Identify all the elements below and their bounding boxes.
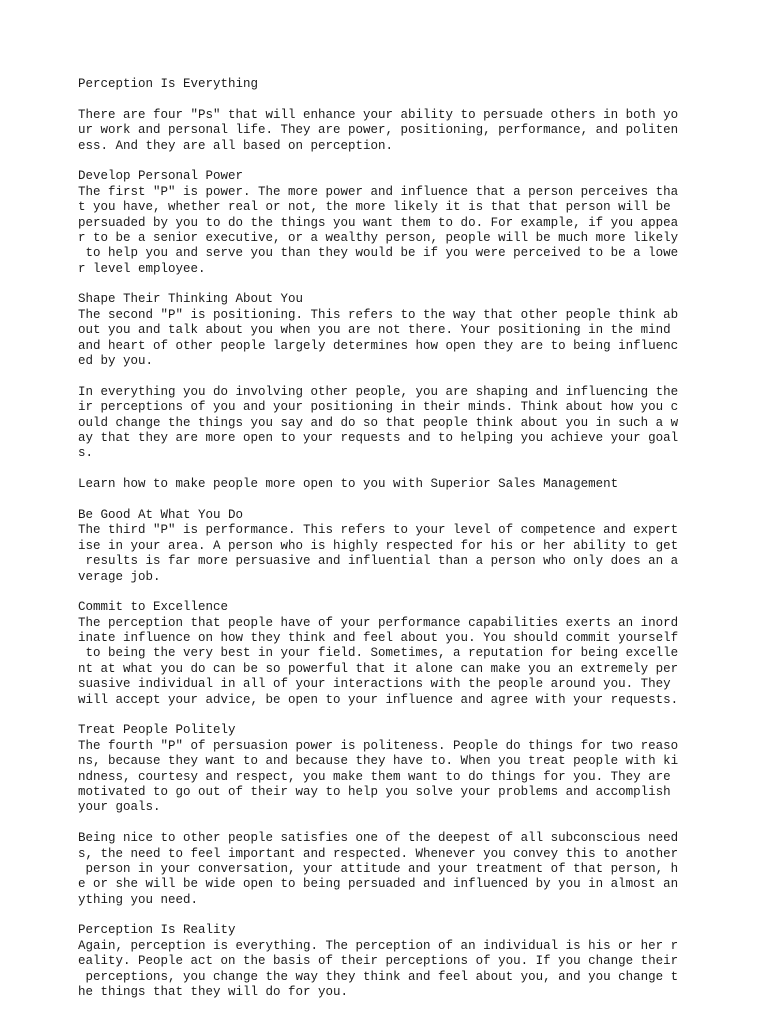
text-line: ndness, courtesy and respect, you make them want to do things for you. They are bbox=[78, 769, 671, 784]
section-be-good-at-what-you-do bbox=[78, 508, 698, 585]
text-line: results is far more persuasive and influential than a person who only does an a bbox=[78, 554, 679, 569]
text-line: out you and talk about you when you are not there. Your positioning in the mind bbox=[78, 323, 671, 338]
text-line: motivated to go out of their way to help you solve your problems and accomplish bbox=[78, 784, 671, 799]
text-line: to help you and serve you than they would be if you were perceived to be a lowe bbox=[78, 246, 679, 261]
text-line: to being the very best in your field. Sometimes, a reputation for being excelle bbox=[78, 646, 679, 661]
spacer bbox=[78, 277, 698, 292]
text-line: ything you need. bbox=[78, 892, 199, 907]
text-line: Learn how to make people more open to you with Superior Sales Management bbox=[78, 477, 619, 492]
section-heading: Treat People Politely bbox=[78, 723, 236, 738]
text-line: The fourth "P" of persuasion power is politeness. People do things for two reaso bbox=[78, 738, 679, 753]
spacer bbox=[78, 493, 698, 508]
section-develop-personal-power bbox=[78, 169, 698, 277]
spacer bbox=[78, 708, 698, 723]
section-heading: Perception Is Reality bbox=[78, 923, 236, 938]
text-line: ise in your area. A person who is highly respected for his or her ability to get bbox=[78, 538, 679, 553]
section-treat-people-politely bbox=[78, 723, 698, 908]
paragraph bbox=[78, 939, 698, 1001]
paragraph bbox=[78, 308, 698, 370]
paragraph bbox=[78, 523, 698, 585]
text-line: verage job. bbox=[78, 569, 161, 584]
spacer bbox=[78, 585, 698, 600]
spacer bbox=[78, 154, 698, 169]
text-line: r level employee. bbox=[78, 261, 206, 276]
document-title: Perception Is Everything bbox=[78, 77, 259, 91]
text-line: ed by you. bbox=[78, 354, 154, 369]
section-shape-their-thinking bbox=[78, 292, 698, 492]
text-line: s. bbox=[78, 446, 94, 461]
text-line: perceptions, you change the way they think and feel about you, and you change t bbox=[78, 969, 679, 984]
text-line: ir perceptions of you and your positioning in their minds. Think about how you c bbox=[78, 400, 679, 415]
text-line: your goals. bbox=[78, 800, 161, 815]
paragraph bbox=[78, 616, 698, 708]
section-heading: Commit to Excellence bbox=[78, 600, 229, 615]
text-line: The second "P" is positioning. This refers to the way that other people think ab bbox=[78, 307, 679, 322]
spacer bbox=[78, 92, 698, 107]
text-line: nt at what you do can be so powerful that it alone can make you an extremely per bbox=[78, 661, 679, 676]
text-line: suasive individual in all of your interactions with the people around you. They bbox=[78, 677, 671, 692]
spacer bbox=[78, 369, 698, 384]
paragraph bbox=[78, 739, 698, 816]
text-line: ur work and personal life. They are power, positioning, performance, and politen bbox=[78, 123, 679, 138]
paragraph bbox=[78, 385, 698, 462]
text-line: Being nice to other people satisfies one of the deepest of all subconscious need bbox=[78, 831, 679, 846]
text-line: ess. And they are all based on perception. bbox=[78, 138, 394, 153]
text-line: ould change the things you say and do so that people think about you in such a w bbox=[78, 415, 679, 430]
text-line: he things that they will do for you. bbox=[78, 985, 349, 1000]
text-line: In everything you do involving other people, you are shaping and influencing the bbox=[78, 384, 679, 399]
paragraph bbox=[78, 185, 698, 277]
text-line: The perception that people have of your performance capabilities exerts an inord bbox=[78, 615, 679, 630]
text-line: will accept your advice, be open to your influence and agree with your requests. bbox=[78, 692, 679, 707]
text-line: person in your conversation, your attitude and your treatment of that person, h bbox=[78, 861, 679, 876]
text-line: s, the need to feel important and respected. Whenever you convey this to another bbox=[78, 846, 679, 861]
text-line: persuaded by you to do the things you want them to do. For example, if you appea bbox=[78, 215, 679, 230]
text-line: The third "P" is performance. This refers to your level of competence and expert bbox=[78, 523, 679, 538]
text-line: ay that they are more open to your requests and to helping you achieve your goal bbox=[78, 430, 679, 445]
document-page bbox=[78, 77, 698, 1000]
text-line: t you have, whether real or not, the more likely it is that that person will be bbox=[78, 200, 671, 215]
spacer bbox=[78, 462, 698, 477]
text-line: e or she will be wide open to being persuaded and influenced by you in almost an bbox=[78, 877, 679, 892]
text-line: Again, perception is everything. The perception of an individual is his or her r bbox=[78, 938, 679, 953]
text-line: and heart of other people largely determines how open they are to being influenc bbox=[78, 338, 679, 353]
text-line: eality. People act on the basis of their perceptions of you. If you change their bbox=[78, 954, 679, 969]
paragraph bbox=[78, 477, 698, 492]
spacer bbox=[78, 908, 698, 923]
text-line: The first "P" is power. The more power and influence that a person perceives tha bbox=[78, 184, 679, 199]
text-line: There are four "Ps" that will enhance your ability to persuade others in both yo bbox=[78, 107, 679, 122]
section-heading: Develop Personal Power bbox=[78, 169, 244, 184]
intro-paragraph bbox=[78, 108, 698, 154]
section-heading: Shape Their Thinking About You bbox=[78, 292, 304, 307]
spacer bbox=[78, 816, 698, 831]
text-line: r to be a senior executive, or a wealthy person, people will be much more likely bbox=[78, 230, 679, 245]
section-perception-is-reality bbox=[78, 923, 698, 1000]
section-commit-to-excellence bbox=[78, 600, 698, 708]
text-line: inate influence on how they think and feel about you. You should commit yourself bbox=[78, 631, 679, 646]
paragraph bbox=[78, 831, 698, 908]
section-heading: Be Good At What You Do bbox=[78, 507, 244, 522]
text-line: ns, because they want to and because they have to. When you treat people with ki bbox=[78, 754, 679, 769]
